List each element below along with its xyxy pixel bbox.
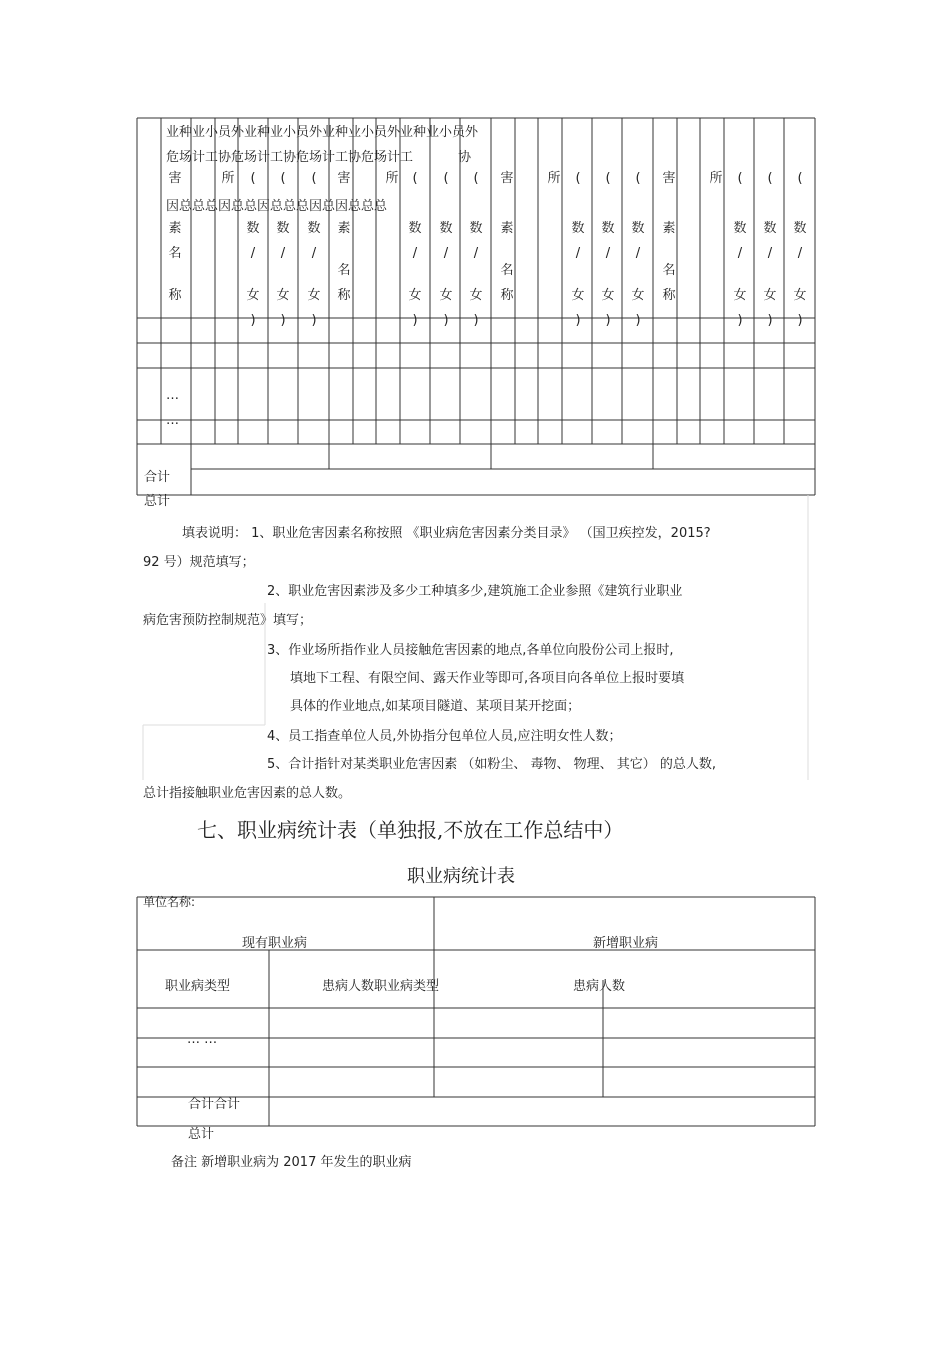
- count-num-char: 数: [733, 221, 747, 236]
- count-close-paren: ): [737, 313, 743, 328]
- note-1: 填表说明： 1、职业危害因素名称按照 《职业病危害因素分类目录》 （国卫疾控发，2015?: [182, 526, 711, 541]
- count-num-char: 数: [601, 221, 615, 236]
- section-title: 七、职业病统计表（单独报,不放在工作总结中）: [197, 818, 624, 842]
- group1-element-char: 素: [168, 221, 182, 236]
- note-3: 3、作业场所指作业人员接触危害因素的地点,各单位向股份公司上报时,: [267, 643, 674, 658]
- group3-title-char: 称: [500, 288, 514, 303]
- count-num-char: 数: [408, 221, 422, 236]
- header-row-2: 危场计工协危场计工协危场计工协危场计工: [166, 150, 414, 165]
- ellipsis-row: …: [166, 413, 179, 428]
- count-num-char: 数: [307, 221, 321, 236]
- group3-element-char: 素: [500, 221, 514, 236]
- count-close-paren: ): [443, 313, 449, 328]
- group4-place-char: 所: [709, 171, 723, 186]
- note-3-cont: 填地下工程、有限空间、露天作业等即可,各项目向各单位上报时要填: [290, 671, 685, 686]
- count-num-char: 数: [763, 221, 777, 236]
- count-open-paren: (: [443, 171, 449, 186]
- note-1-cont: 92 号）规范填写；: [143, 555, 255, 570]
- group2-title-char: 称: [337, 288, 351, 303]
- count-female-char: 女: [469, 288, 483, 303]
- count-slash: /: [250, 246, 256, 261]
- count-slash: /: [280, 246, 286, 261]
- count-slash: /: [797, 246, 803, 261]
- existing-disease-header: 现有职业病: [242, 936, 308, 951]
- group1-place-char: 所: [221, 171, 235, 186]
- count-num-char: 数: [276, 221, 290, 236]
- group2-element-char: 素: [337, 221, 351, 236]
- header-row-3: 因总总总因总总因总总总因总因总总总: [166, 199, 388, 214]
- count-female-char: 女: [793, 288, 807, 303]
- count-slash: /: [311, 246, 317, 261]
- count-open-paren: (: [575, 171, 581, 186]
- group1-name-char: 名: [168, 246, 182, 261]
- count-close-paren: ): [311, 313, 317, 328]
- note-2-cont: 病危害预防控制规范》填写；: [143, 613, 313, 628]
- count-slash: /: [635, 246, 641, 261]
- count-female-char: 女: [763, 288, 777, 303]
- group2-place-char: 所: [385, 171, 399, 186]
- count-close-paren: ): [797, 313, 803, 328]
- count-female-char: 女: [571, 288, 585, 303]
- count-open-paren: (: [737, 171, 743, 186]
- group1-title-char: 称: [168, 288, 182, 303]
- group1-hazard-char: 害: [168, 171, 182, 186]
- count-num-char: 数: [631, 221, 645, 236]
- group3-name-char: 名: [500, 263, 514, 278]
- ellipsis-row: …: [166, 388, 179, 403]
- note-2: 2、职业危害因素涉及多少工种填多少,建筑施工企业参照《建筑行业职业: [267, 584, 683, 599]
- note-3-cont2: 具体的作业地点,如某项目隧道、某项目某开挖面；: [290, 699, 581, 714]
- count-slash: /: [412, 246, 418, 261]
- count-open-paren: (: [635, 171, 641, 186]
- count-open-paren: (: [280, 171, 286, 186]
- disease-table-title: 职业病统计表: [407, 866, 515, 887]
- group4-element-char: 素: [662, 221, 676, 236]
- count-num-char: 数: [246, 221, 260, 236]
- count-slash: /: [767, 246, 773, 261]
- count-open-paren: (: [797, 171, 803, 186]
- count-open-paren: (: [473, 171, 479, 186]
- group2-hazard-char: 害: [337, 171, 351, 186]
- count-close-paren: ): [280, 313, 286, 328]
- note-4: 4、员工指查单位人员,外协指分包单位人员,应注明女性人数；: [267, 729, 622, 744]
- disease-type-header: 职业病类型: [165, 979, 231, 994]
- group4-name-char: 名: [662, 263, 676, 278]
- unit-name-label: 单位名称:: [143, 895, 196, 909]
- count-num-char: 数: [439, 221, 453, 236]
- count-num-char: 数: [793, 221, 807, 236]
- group3-place-char: 所: [547, 171, 561, 186]
- count-female-char: 女: [601, 288, 615, 303]
- patient-count-type-header: 患病人数职业病类型: [322, 979, 440, 994]
- group4-hazard-char: 害: [662, 171, 676, 186]
- count-close-paren: ): [250, 313, 256, 328]
- grand-total-label: 总计: [188, 1127, 215, 1142]
- count-female-char: 女: [276, 288, 290, 303]
- count-slash: /: [575, 246, 581, 261]
- count-female-char: 女: [631, 288, 645, 303]
- count-female-char: 女: [307, 288, 321, 303]
- count-open-paren: (: [605, 171, 611, 186]
- count-close-paren: ): [575, 313, 581, 328]
- count-close-paren: ): [605, 313, 611, 328]
- group4-title-char: 称: [662, 288, 676, 303]
- note-5: 5、合计指针对某类职业危害因素 （如粉尘、 毒物、 物理、 其它） 的总人数,: [267, 757, 717, 772]
- count-close-paren: ): [473, 313, 479, 328]
- count-slash: /: [443, 246, 449, 261]
- count-slash: /: [605, 246, 611, 261]
- count-female-char: 女: [408, 288, 422, 303]
- count-close-paren: ): [635, 313, 641, 328]
- count-female-char: 女: [733, 288, 747, 303]
- subtotal-label: 合计: [144, 470, 171, 485]
- count-female-char: 女: [246, 288, 260, 303]
- ellipsis-row: … …: [187, 1032, 218, 1047]
- count-female-char: 女: [439, 288, 453, 303]
- count-slash: /: [737, 246, 743, 261]
- patient-count-header: 患病人数: [573, 979, 626, 994]
- count-open-paren: (: [250, 171, 256, 186]
- count-num-char: 数: [571, 221, 585, 236]
- header-row-2-tail: 协: [458, 150, 472, 165]
- new-disease-header: 新增职业病: [593, 936, 659, 951]
- count-close-paren: ): [412, 313, 418, 328]
- grand-total-label: 总计: [144, 494, 171, 509]
- group3-hazard-char: 害: [500, 171, 514, 186]
- count-open-paren: (: [412, 171, 418, 186]
- group2-name-char: 名: [337, 263, 351, 278]
- header-row-1: 业种业小员外业种业小员外业种业小员外业种业小员外: [166, 125, 479, 140]
- note-5-cont: 总计指接触职业危害因素的总人数。: [143, 786, 352, 801]
- count-open-paren: (: [311, 171, 317, 186]
- count-open-paren: (: [767, 171, 773, 186]
- total-label: 合计合计: [188, 1097, 241, 1112]
- count-num-char: 数: [469, 221, 483, 236]
- count-close-paren: ): [767, 313, 773, 328]
- remark: 备注 新增职业病为 2017 年发生的职业病: [171, 1155, 412, 1170]
- count-slash: /: [473, 246, 479, 261]
